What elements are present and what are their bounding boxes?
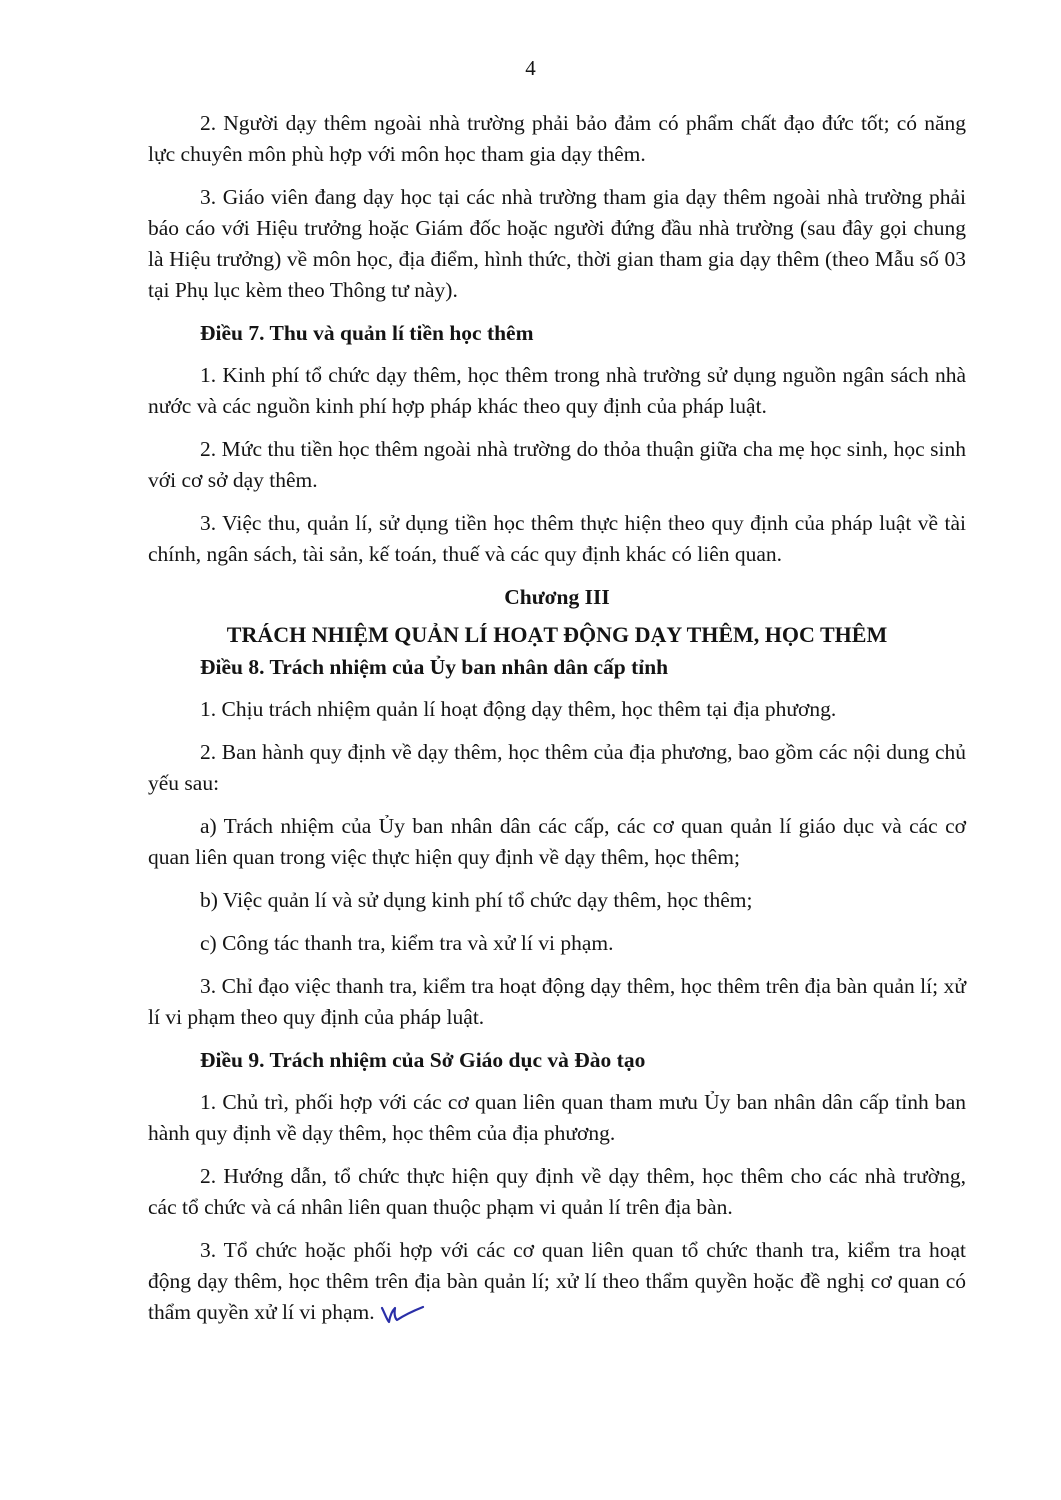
chapter-label: Chương III [504, 585, 610, 609]
chapter-title: TRÁCH NHIỆM QUẢN LÍ HOẠT ĐỘNG DẠY THÊM, HỌC THÊM [226, 622, 888, 647]
document-body [148, 108, 966, 1340]
paragraph-signed [148, 1235, 966, 1328]
paragraph-text: 3. Tổ chức hoặc phối hợp với các cơ quan liên quan tổ chức thanh tra, kiểm tra hoạt động dạy thêm, học thêm trên địa bàn quản lí; xử lí theo thẩm quyền hoặc đề nghị cơ quan có thẩm quyền xử lí vi phạm. [148, 1238, 966, 1324]
paragraph: b) Việc quản lí và sử dụng kinh phí tổ chức dạy thêm, học thêm; [200, 888, 753, 912]
article-9-heading: Điều 9. Trách nhiệm của Sở Giáo dục và Đào tạo [200, 1048, 646, 1072]
article-8-heading: Điều 8. Trách nhiệm của Ủy ban nhân dân cấp tỉnh [200, 655, 669, 679]
paragraph: 3. Chỉ đạo việc thanh tra, kiểm tra hoạt động dạy thêm, học thêm trên địa bàn quản lí; xử lí vi phạm theo quy định của pháp luật. [148, 974, 966, 1029]
initial-signature-mark [379, 1302, 425, 1326]
paragraph: a) Trách nhiệm của Ủy ban nhân dân các cấp, các cơ quan quản lí giáo dục và các cơ quan liên quan trong việc thực hiện quy định về dạy thêm, học thêm; [148, 814, 966, 869]
paragraph: 2. Người dạy thêm ngoài nhà trường phải bảo đảm có phẩm chất đạo đức tốt; có năng lực chuyên môn phù hợp với môn học tham gia dạy thêm. [148, 111, 966, 166]
paragraph: 3. Giáo viên đang dạy học tại các nhà trường tham gia dạy thêm ngoài nhà trường phải báo cáo với Hiệu trưởng hoặc Giám đốc hoặc người đứng đầu nhà trường (sau đây gọi chung là Hiệu trưởng) về môn học, địa điểm, hình thức, thời gian tham gia dạy thêm (theo Mẫu số 03 tại Phụ lục kèm theo Thông tư này). [148, 185, 966, 302]
page-number: 4 [525, 56, 536, 80]
paragraph: 2. Hướng dẫn, tổ chức thực hiện quy định về dạy thêm, học thêm cho các nhà trường, các tổ chức và cá nhân liên quan thuộc phạm vi quản lí trên địa bàn. [148, 1164, 966, 1219]
paragraph: 2. Mức thu tiền học thêm ngoài nhà trường do thỏa thuận giữa cha mẹ học sinh, học sinh với cơ sở dạy thêm. [148, 437, 966, 492]
paragraph: c) Công tác thanh tra, kiểm tra và xử lí vi phạm. [200, 931, 614, 955]
paragraph: 1. Kinh phí tổ chức dạy thêm, học thêm trong nhà trường sử dụng nguồn ngân sách nhà nước và các nguồn kinh phí hợp pháp khác theo quy định của pháp luật. [148, 363, 966, 418]
paragraph: 1. Chủ trì, phối hợp với các cơ quan liên quan tham mưu Ủy ban nhân dân cấp tỉnh ban hành quy định về dạy thêm, học thêm của địa phương. [148, 1090, 966, 1145]
article-7-heading: Điều 7. Thu và quản lí tiền học thêm [200, 321, 534, 345]
paragraph: 3. Việc thu, quản lí, sử dụng tiền học thêm thực hiện theo quy định của pháp luật về tài chính, ngân sách, tài sản, kế toán, thuế và các quy định khác có liên quan. [148, 511, 966, 566]
paragraph: 1. Chịu trách nhiệm quản lí hoạt động dạy thêm, học thêm tại địa phương. [200, 697, 837, 721]
paragraph: 2. Ban hành quy định về dạy thêm, học thêm của địa phương, bao gồm các nội dung chủ yếu sau: [148, 740, 966, 795]
